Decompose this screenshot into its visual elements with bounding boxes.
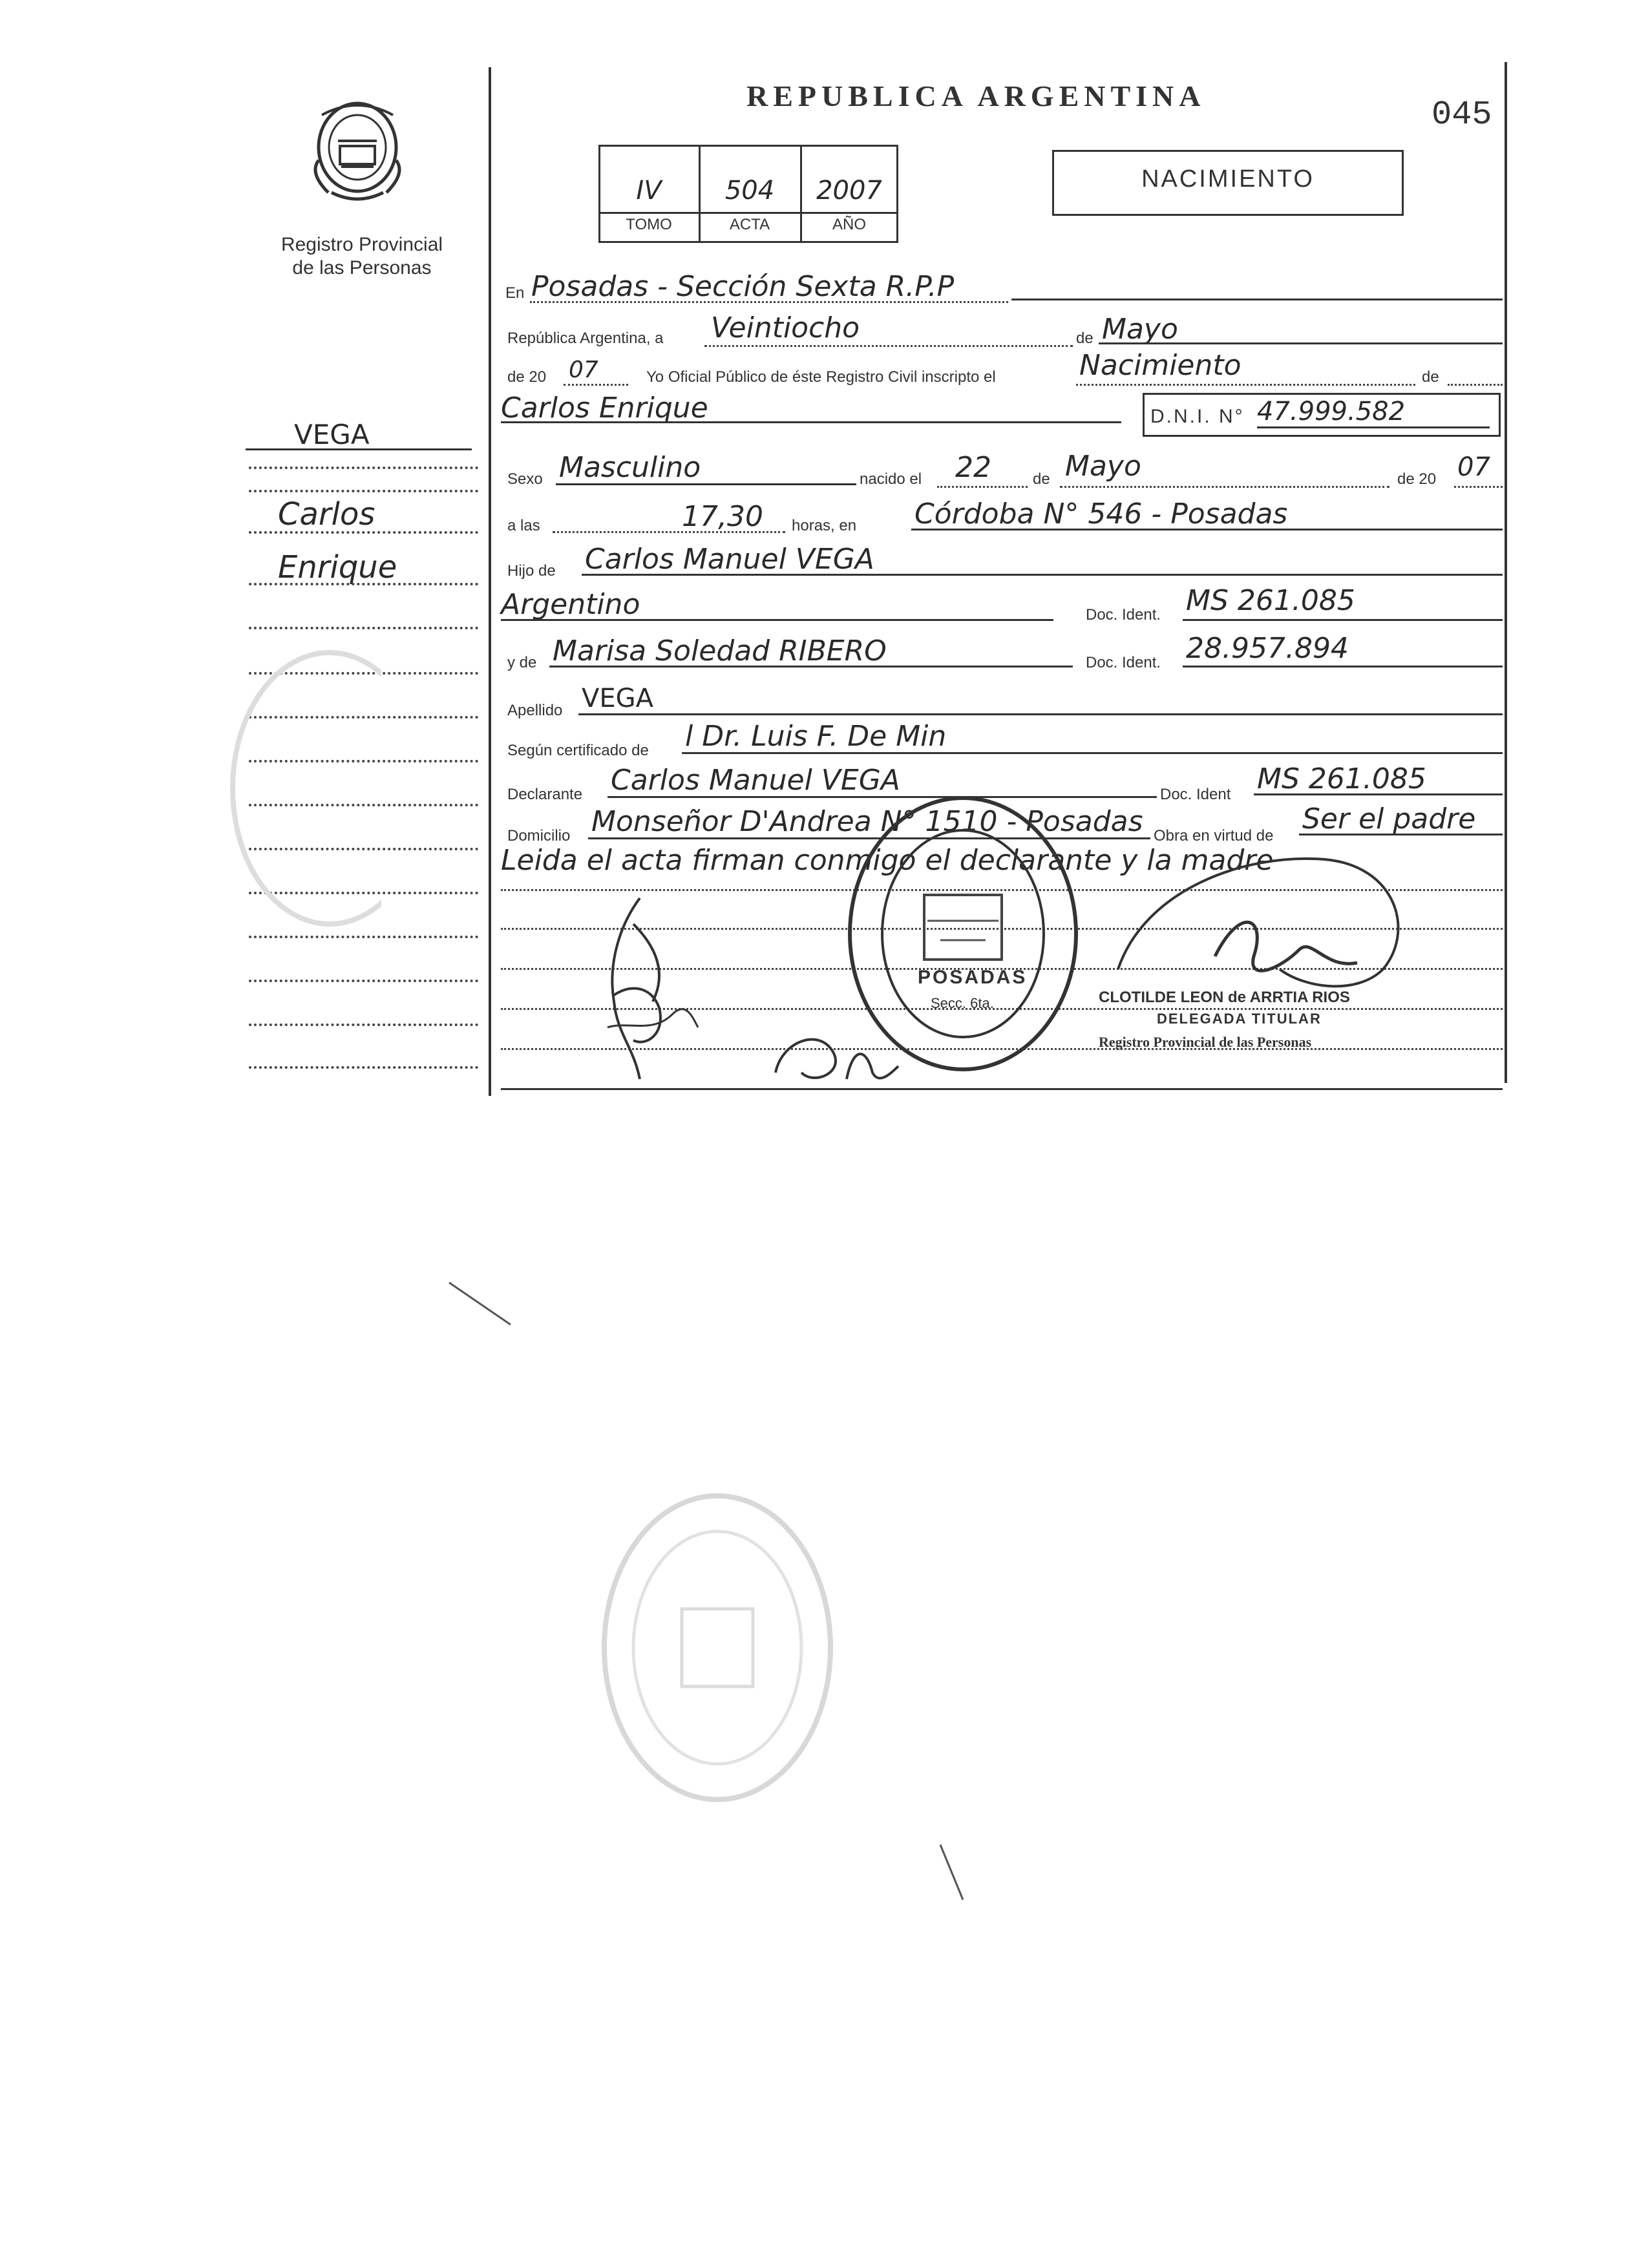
inscripto-value: Nacimiento [1079,349,1241,382]
father-name-value: Carlos Manuel VEGA [585,543,874,576]
horas-label: horas, en [792,517,857,534]
ano-label: AÑO [832,216,866,233]
father-nationality-value: Argentino [501,588,640,621]
birth-year-prefix-label: de 20 [1397,470,1437,488]
page-number: 045 [1431,96,1492,134]
obra-label: Obra en virtud de [1154,827,1274,845]
lugar-value: Córdoba N° 546 - Posadas [914,498,1288,530]
official-name: CLOTILDE LEON de ARRTIA RIOS [1099,989,1350,1006]
hijo-label: Hijo de [507,562,556,580]
margin-given-name-1: Carlos [278,496,375,532]
margin-given-name-2: Enrique [278,549,397,585]
official-office: Registro Provincial de las Personas [1099,1034,1312,1050]
tomo-value: IV [636,176,662,205]
sexo-value: Masculino [559,451,701,484]
birth-year-value: 07 [1457,452,1490,482]
domicilio-label: Domicilio [507,827,571,845]
acta-label: ACTA [729,216,770,233]
birth-month-value: Mayo [1065,450,1141,483]
form-left-border [489,67,491,1096]
dni-label: D.N.I. N° [1150,406,1245,427]
declarante-doc-label: Doc. Ident [1160,786,1231,803]
scan-mark [446,1279,523,1331]
ano-value: 2007 [816,176,882,205]
official-title: DELEGADA TITULAR [1157,1011,1322,1027]
father-doc-label: Doc. Ident. [1086,606,1161,624]
page-title: REPUBLICA ARGENTINA [746,79,1206,112]
leida-value: Leida el acta firman conmigo el declarante y la madre [501,844,1274,877]
declarante-label: Declarante [507,786,583,803]
apellido-value: VEGA [582,684,653,713]
father-doc-value: MS 261.085 [1186,584,1355,617]
declarante-value: Carlos Manuel VEGA [611,764,900,797]
mother-name-value: Marisa Soledad RIBERO [553,635,887,667]
faint-seal-bottom [595,1486,840,1809]
tomo-label: TOMO [626,216,672,233]
nacido-label: nacido el [860,470,922,488]
obra-value: Ser el padre [1302,803,1476,835]
acta-value: 504 [724,176,775,205]
declarante-doc-value: MS 261.085 [1257,762,1426,795]
form-right-border [1505,62,1507,1083]
declarant-signature [595,885,711,1098]
registry-name-line1: Registro Provincial [280,234,443,255]
registry-stamp [843,792,1083,1076]
en-value: Posadas - Sección Sexta R.P.P [531,270,955,303]
child-name-value: Carlos Enrique [501,392,708,425]
en-label: En [505,284,525,302]
doc-type-label: NACIMIENTO [1141,165,1315,193]
republica-label: República Argentina, a [507,330,664,347]
mother-doc-value: 28.957.894 [1186,632,1349,665]
year-value: 07 [569,357,598,383]
year-prefix-label: de 20 [507,368,547,386]
segun-value: l Dr. Luis F. De Min [685,720,947,753]
domicilio-value: Monseñor D'Andrea N° 1510 - Posadas [591,805,1143,838]
birth-month-de-label: de [1033,470,1050,488]
scan-mark [937,1842,976,1906]
sexo-label: Sexo [507,470,543,488]
stamp-city: POSADAS [918,967,1028,988]
inscripto-de-label: de [1422,368,1439,386]
registry-name-line2: de las Personas [292,257,432,278]
segun-label: Según certificado de [507,742,649,759]
alas-label: a las [507,517,540,534]
day-value: Veintiocho [711,311,860,344]
coat-of-arms-logo [302,96,412,205]
apellido-label: Apellido [507,702,563,719]
yde-label: y de [507,654,537,671]
oficial-label: Yo Oficial Público de éste Registro Civil inscripto el [646,368,996,386]
mother-doc-label: Doc. Ident. [1086,654,1161,671]
month-de-label: de [1076,330,1093,347]
birth-day-value: 22 [955,451,991,484]
margin-surname: VEGA [294,419,370,450]
faint-seal-left [213,646,381,930]
month-value: Mayo [1102,313,1178,346]
hora-value: 17,30 [682,500,763,533]
dni-value: 47.999.582 [1257,397,1406,426]
stamp-section: Secc. 6ta. [931,995,994,1011]
